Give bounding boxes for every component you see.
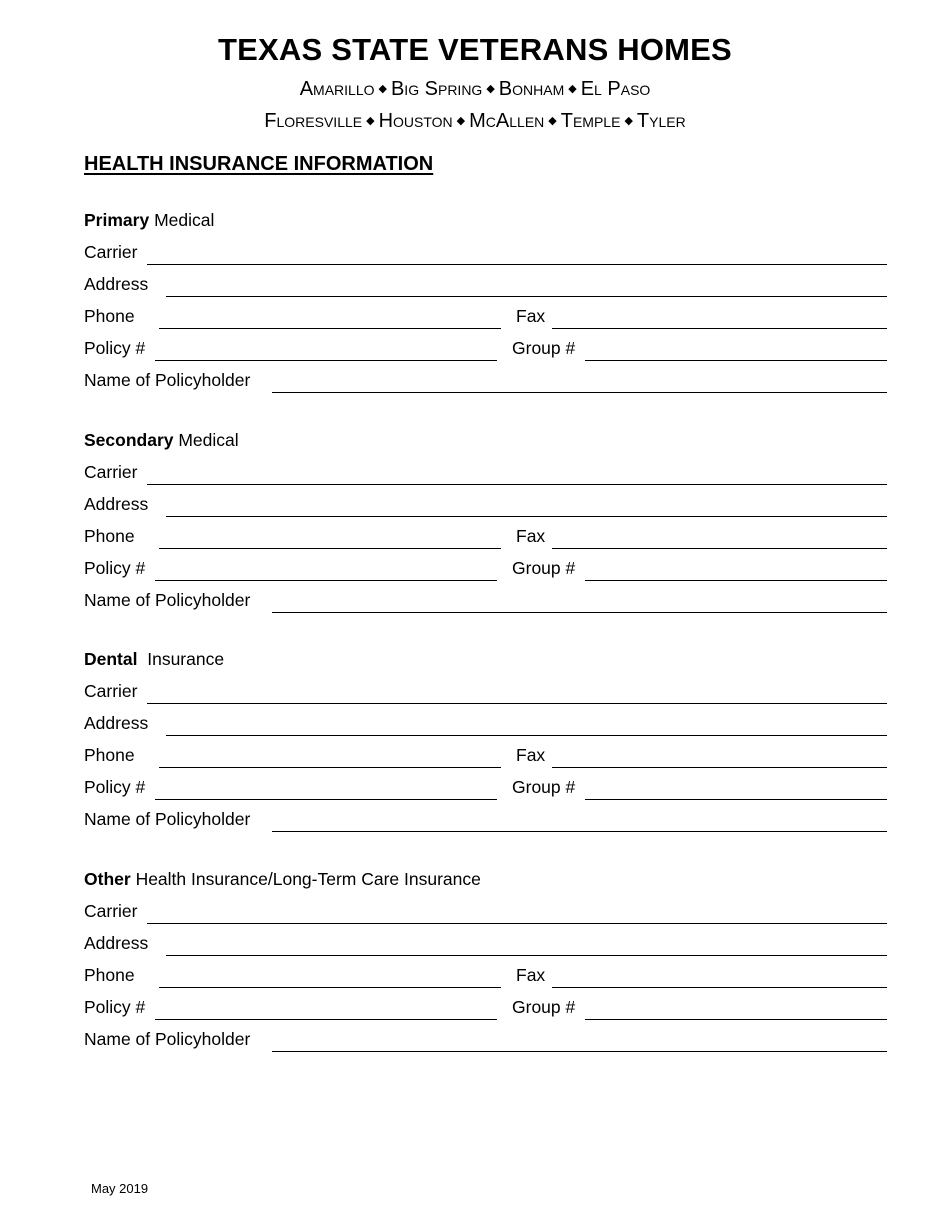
policy-input[interactable] xyxy=(155,559,497,579)
fax-line xyxy=(552,767,887,768)
phone-input[interactable] xyxy=(159,527,501,547)
fax-input[interactable] xyxy=(552,527,887,547)
address-label: Address xyxy=(84,933,149,953)
section-title-rest: Medical xyxy=(178,430,239,450)
group-input[interactable] xyxy=(585,998,887,1018)
address-row xyxy=(84,713,887,745)
policyholder-label: Name of Policyholder xyxy=(84,370,251,390)
fax-line xyxy=(552,987,887,988)
policy-label: Policy # xyxy=(84,997,146,1017)
address-label: Address xyxy=(84,494,149,514)
group-input[interactable] xyxy=(585,778,887,798)
diamond-icon: ◆ xyxy=(486,83,495,95)
diamond-icon: ◆ xyxy=(624,115,633,127)
fax-label: Fax xyxy=(516,965,546,985)
carrier-label: Carrier xyxy=(84,901,138,921)
group-input[interactable] xyxy=(585,559,887,579)
policy-input[interactable] xyxy=(155,998,497,1018)
policy-input[interactable] xyxy=(155,778,497,798)
fax-input[interactable] xyxy=(552,746,887,766)
cities-row-1 xyxy=(0,78,950,101)
section-primary-medical xyxy=(84,210,887,402)
section-title xyxy=(84,210,887,242)
city-houston: Houston xyxy=(378,110,453,132)
carrier-line xyxy=(147,264,887,265)
carrier-row xyxy=(84,901,887,933)
city-tyler: Tyler xyxy=(636,110,686,132)
phone-line xyxy=(159,987,501,988)
address-line xyxy=(166,735,887,736)
phone-fax-row xyxy=(84,965,887,997)
carrier-input[interactable] xyxy=(147,902,887,922)
carrier-input[interactable] xyxy=(147,682,887,702)
city-el-paso: El Paso xyxy=(580,78,651,100)
city-floresville: Floresville xyxy=(264,110,363,132)
policyholder-line xyxy=(272,831,887,832)
footer-date: May 2019 xyxy=(91,1181,149,1196)
group-label: Group # xyxy=(512,558,576,578)
city-mcallen: McAllen xyxy=(469,110,545,132)
phone-input[interactable] xyxy=(159,307,501,327)
diamond-icon: ◆ xyxy=(548,115,557,127)
group-line xyxy=(585,799,887,800)
group-line xyxy=(585,1019,887,1020)
carrier-input[interactable] xyxy=(147,243,887,263)
group-label: Group # xyxy=(512,777,576,797)
carrier-row xyxy=(84,242,887,274)
carrier-line xyxy=(147,484,887,485)
carrier-label: Carrier xyxy=(84,242,138,262)
section-other-insurance xyxy=(84,869,887,1061)
section-title xyxy=(84,869,887,901)
phone-input[interactable] xyxy=(159,746,501,766)
carrier-input[interactable] xyxy=(147,463,887,483)
policy-label: Policy # xyxy=(84,338,146,358)
address-label: Address xyxy=(84,274,149,294)
policy-line xyxy=(155,580,497,581)
phone-fax-row xyxy=(84,745,887,777)
carrier-line xyxy=(147,703,887,704)
group-line xyxy=(585,580,887,581)
city-big-spring: Big Spring xyxy=(390,78,483,100)
address-line xyxy=(166,955,887,956)
address-input[interactable] xyxy=(166,495,887,515)
address-line xyxy=(166,516,887,517)
section-title-bold: Dental xyxy=(84,649,138,669)
policy-label: Policy # xyxy=(84,777,146,797)
fax-input[interactable] xyxy=(552,307,887,327)
phone-line xyxy=(159,328,501,329)
section-title-rest: Medical xyxy=(154,210,215,230)
fax-line xyxy=(552,548,887,549)
policyholder-input[interactable] xyxy=(272,591,887,611)
section-title-bold: Primary xyxy=(84,210,150,230)
policyholder-line xyxy=(272,392,887,393)
carrier-row xyxy=(84,681,887,713)
address-input[interactable] xyxy=(166,714,887,734)
carrier-label: Carrier xyxy=(84,681,138,701)
carrier-row xyxy=(84,462,887,494)
address-input[interactable] xyxy=(166,934,887,954)
diamond-icon: ◆ xyxy=(366,115,375,127)
section-title xyxy=(84,430,887,462)
policyholder-row xyxy=(84,590,887,622)
diamond-icon: ◆ xyxy=(378,83,387,95)
policy-group-row xyxy=(84,777,887,809)
group-label: Group # xyxy=(512,997,576,1017)
phone-label: Phone xyxy=(84,965,135,985)
section-dental-insurance xyxy=(84,649,887,841)
policyholder-line xyxy=(272,1051,887,1052)
group-line xyxy=(585,360,887,361)
phone-line xyxy=(159,767,501,768)
carrier-label: Carrier xyxy=(84,462,138,482)
policyholder-input[interactable] xyxy=(272,810,887,830)
city-temple: Temple xyxy=(560,110,621,132)
policy-group-row xyxy=(84,997,887,1029)
policyholder-input[interactable] xyxy=(272,1030,887,1050)
diamond-icon: ◆ xyxy=(568,83,577,95)
phone-input[interactable] xyxy=(159,966,501,986)
policyholder-row xyxy=(84,1029,887,1061)
phone-fax-row xyxy=(84,306,887,338)
fax-input[interactable] xyxy=(552,966,887,986)
phone-line xyxy=(159,548,501,549)
address-row xyxy=(84,933,887,965)
phone-label: Phone xyxy=(84,745,135,765)
address-row xyxy=(84,494,887,526)
policyholder-row xyxy=(84,809,887,841)
fax-label: Fax xyxy=(516,745,546,765)
policyholder-label: Name of Policyholder xyxy=(84,590,251,610)
policyholder-label: Name of Policyholder xyxy=(84,1029,251,1049)
policyholder-row xyxy=(84,370,887,402)
page-title: TEXAS STATE VETERANS HOMES xyxy=(218,32,732,67)
phone-label: Phone xyxy=(84,526,135,546)
policyholder-line xyxy=(272,612,887,613)
policy-group-row xyxy=(84,338,887,370)
cities-row-2 xyxy=(0,110,950,133)
policyholder-input[interactable] xyxy=(272,371,887,391)
address-input[interactable] xyxy=(166,275,887,295)
section-title xyxy=(84,649,887,681)
address-row xyxy=(84,274,887,306)
policy-input[interactable] xyxy=(155,339,497,359)
phone-label: Phone xyxy=(84,306,135,326)
group-label: Group # xyxy=(512,338,576,358)
address-label: Address xyxy=(84,713,149,733)
city-bonham: Bonham xyxy=(498,78,565,100)
policy-group-row xyxy=(84,558,887,590)
policy-line xyxy=(155,360,497,361)
group-input[interactable] xyxy=(585,339,887,359)
form-heading: HEALTH INSURANCE INFORMATION xyxy=(84,153,434,175)
city-amarillo: Amarillo xyxy=(299,78,375,100)
section-title-rest: Health Insurance/Long-Term Care Insurance xyxy=(135,869,481,889)
policy-line xyxy=(155,799,497,800)
fax-label: Fax xyxy=(516,526,546,546)
section-title-bold: Secondary xyxy=(84,430,174,450)
fax-label: Fax xyxy=(516,306,546,326)
policy-line xyxy=(155,1019,497,1020)
address-line xyxy=(166,296,887,297)
phone-fax-row xyxy=(84,526,887,558)
section-secondary-medical xyxy=(84,430,887,622)
carrier-line xyxy=(147,923,887,924)
section-title-rest: Insurance xyxy=(147,649,225,669)
diamond-icon: ◆ xyxy=(456,115,466,127)
policyholder-label: Name of Policyholder xyxy=(84,809,251,829)
policy-label: Policy # xyxy=(84,558,146,578)
fax-line xyxy=(552,328,887,329)
section-title-bold: Other xyxy=(84,869,131,889)
